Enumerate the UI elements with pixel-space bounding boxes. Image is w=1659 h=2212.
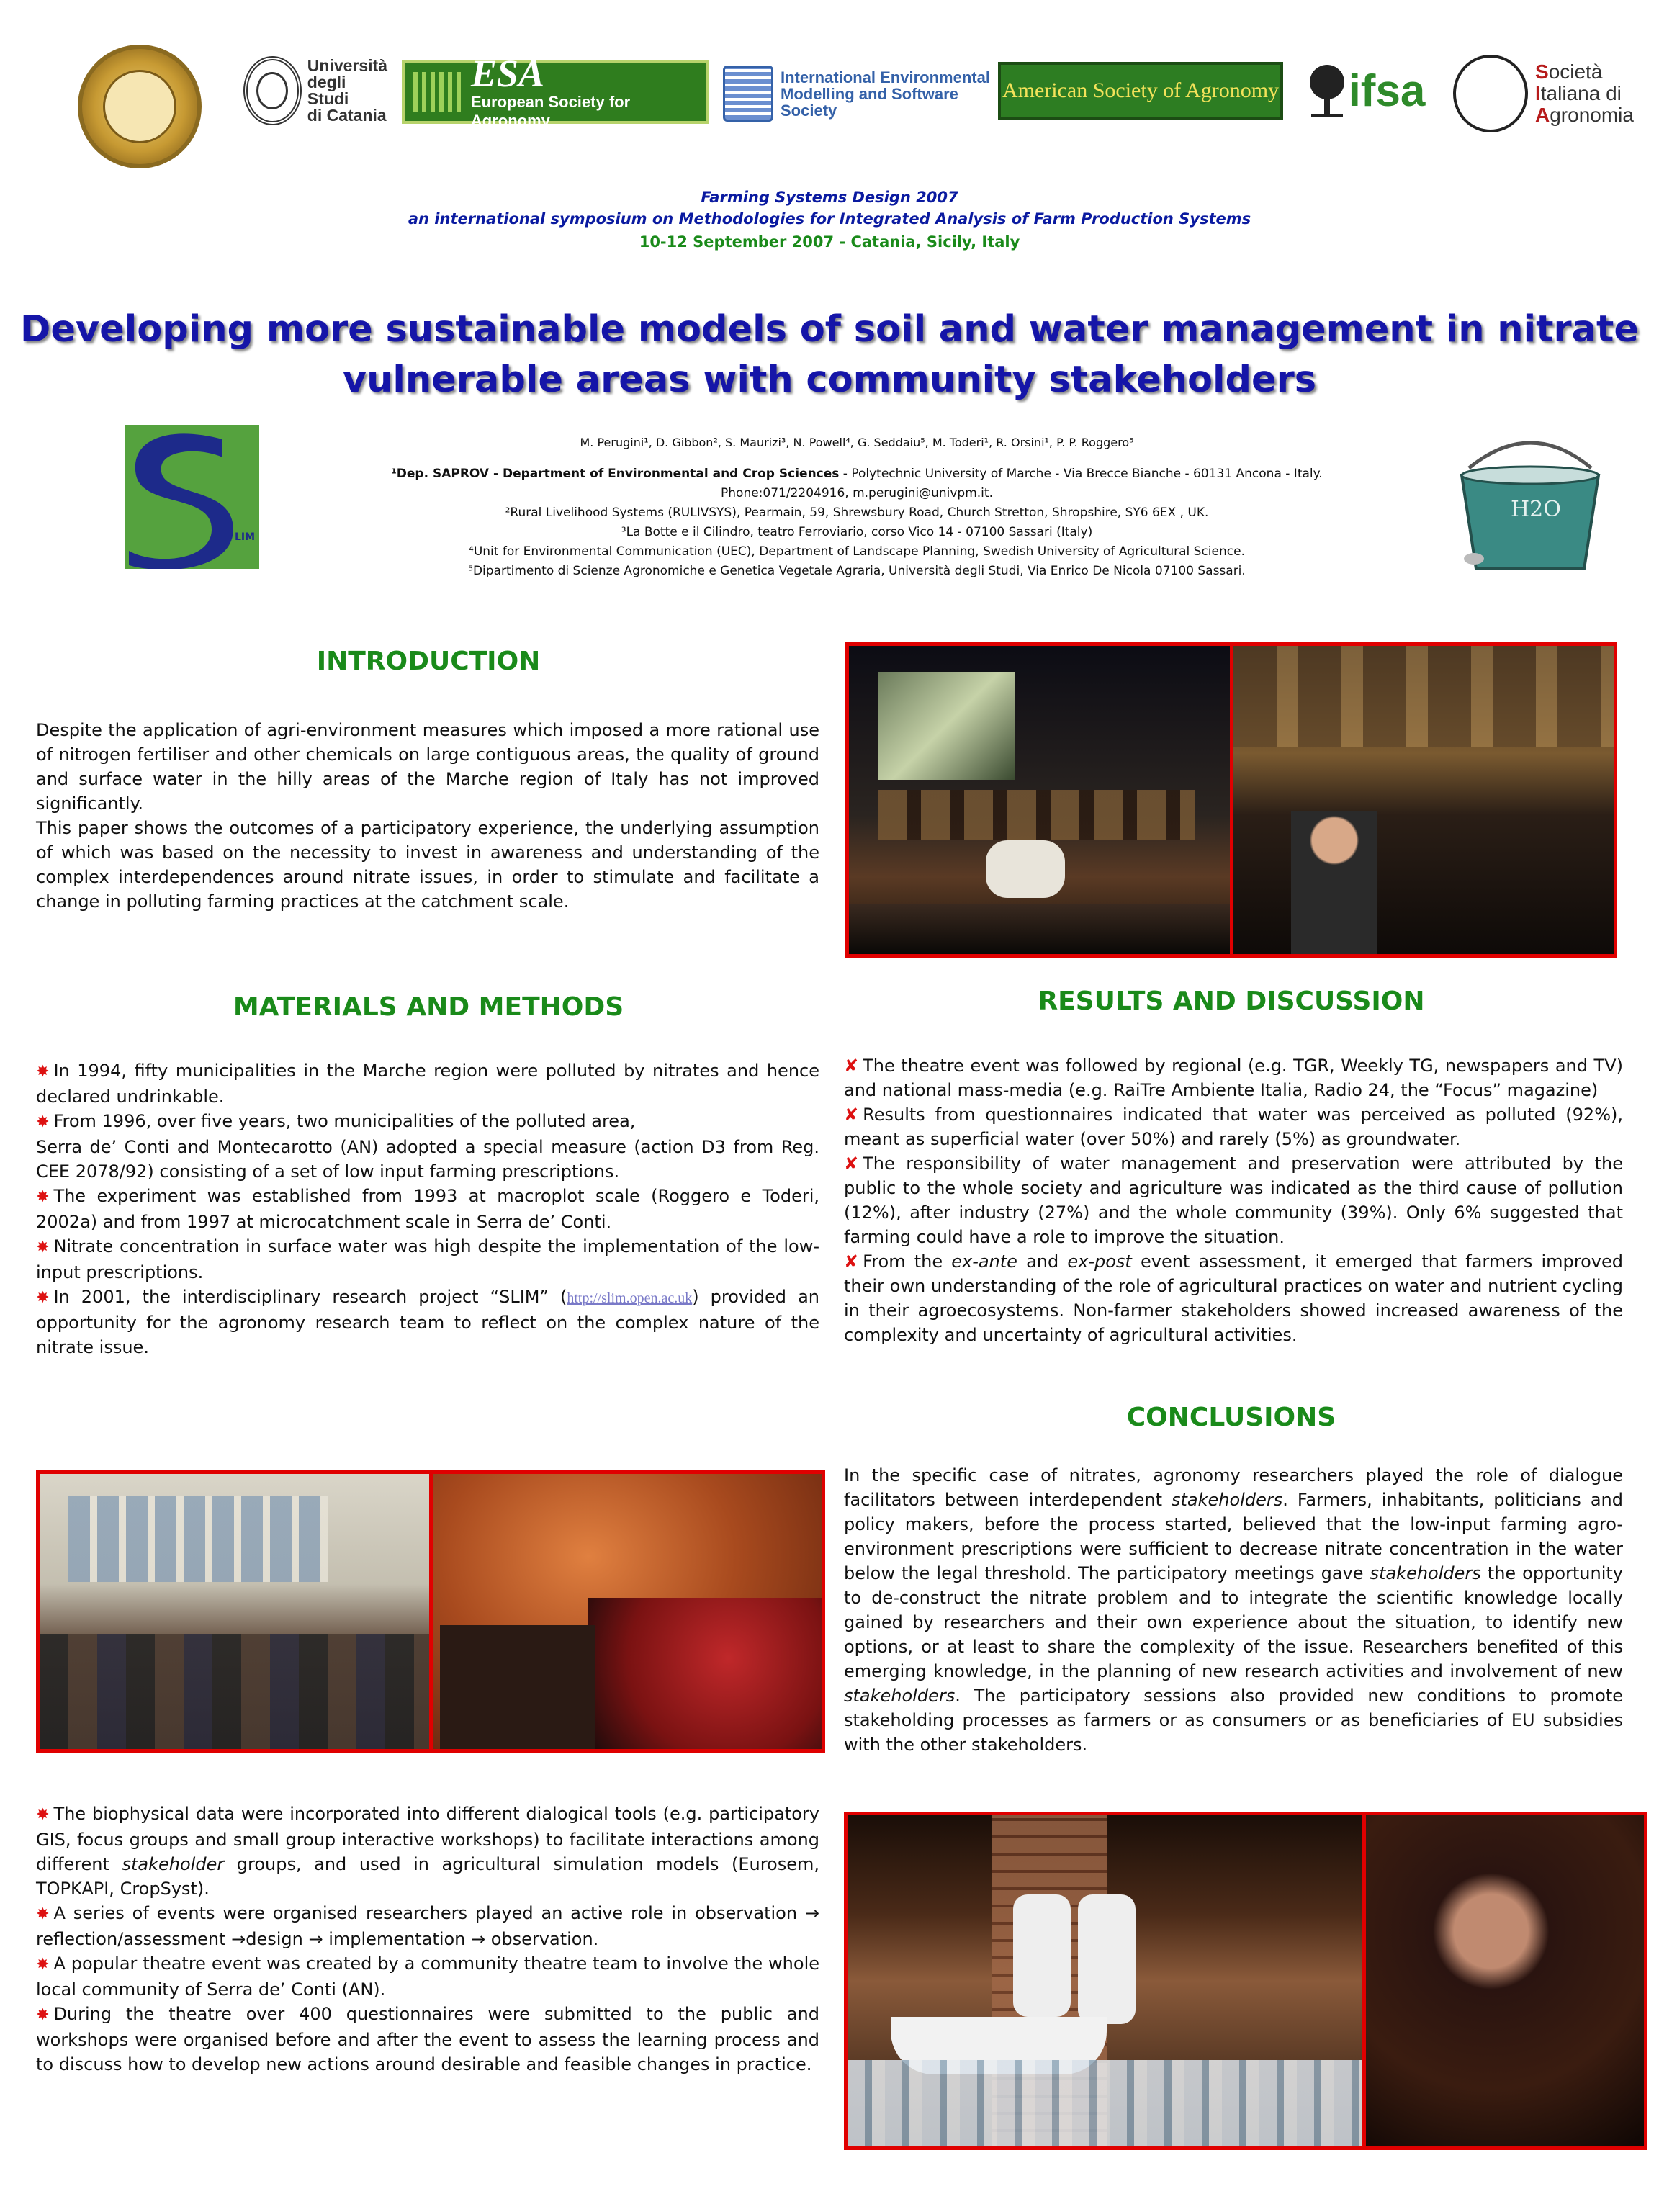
sia-initial-1: S — [1535, 60, 1549, 83]
affiliation-4: ⁴Unit for Environmental Communication (UEC), Department of Landscape Planning, Swedish University of Agricultural Science. — [469, 544, 1245, 559]
results-item-2-text: Results from questionnaires indicated that water was perceived as polluted (92%), meant as superficial water (over 50%) and rarely (5%) as groundwater. — [844, 1105, 1623, 1149]
bullet-icon: ✸ — [36, 1188, 50, 1206]
sia-line-3: gronomia — [1550, 104, 1634, 126]
results-heading: RESULTS AND DISCUSSION — [1038, 986, 1425, 1016]
stone-wall-photo — [429, 1474, 822, 1749]
methods-heading: MATERIALS AND METHODS — [233, 992, 624, 1022]
bullet-icon: ✸ — [36, 2006, 50, 2024]
results-item-4-text-c: event assessment, it emerged that farmers improved their own understanding of the role of agricultural practices on water and nutrient cycling in their agroecosystems. Non-farmer stakeholders showed increased awareness of the complexity and uncertainty of agricultural activities. — [844, 1251, 1624, 1345]
introduction-heading: INTRODUCTION — [316, 647, 541, 676]
h2o-bucket-image — [1455, 425, 1607, 576]
esa-acronym: ESA — [470, 52, 544, 95]
conclusions-text-2: . Farmers, inhabitants, politicians and policy makers, before the process started, believed that the low-input farming agro-environment prescriptions were sufficient to decrease nitrate concentration in the water below the legal threshold. The participatory meetings gave — [844, 1490, 1624, 1583]
methods-bullet-2 — [36, 1109, 819, 1184]
sia-line-2: taliana di — [1540, 82, 1622, 104]
methods-bullet-6 — [36, 1802, 819, 1901]
catania-line-2: degli Studi — [307, 73, 349, 108]
methods-bullet-2-text-b: Serra de’ Conti and Montecarotto (AN) adopted a special measure (action D3 from Reg. CEE 2078/92) consisting of a set of low input farming prescriptions. — [36, 1137, 819, 1182]
methods-body-continued — [36, 1802, 819, 2077]
actress-singing-photo — [1362, 1815, 1644, 2146]
title-line-2: vulnerable areas with community stakeholders — [342, 359, 1317, 401]
title-line-1: Developing more sustainable models of soil and water management in nitrate — [19, 308, 1639, 351]
x-bullet-icon: ✘ — [844, 1105, 859, 1125]
conference-name: Farming Systems Design 2007 — [701, 189, 958, 206]
conclusions-text-4: . The participatory sessions also provided new conditions to promote stakeholding processes as farmers or as consumers or as beneficiaries of EU subsidies with the other stakeholders. — [844, 1686, 1623, 1755]
methods-bullet-8 — [36, 1951, 819, 2002]
bullet-icon: ✸ — [36, 1956, 50, 1974]
sia-line-1: ocietà — [1548, 60, 1603, 83]
asa-logo — [998, 62, 1283, 120]
theatre-event-photos — [845, 642, 1617, 958]
ifsa-name: ifsa — [1348, 66, 1426, 116]
methods-bullet-6-text-a: The biophysical data were incorporated into different dialogical tools (e.g. participatory GIS, focus groups and small group interactive workshops) to facilitate interactions among different — [36, 1804, 819, 1874]
affiliation-3: ³La Botte e il Cilindro, teatro Ferroviario, corso Vico 14 - 07100 Sassari (Italy) — [621, 525, 1093, 539]
conclusions-body — [844, 1463, 1623, 1757]
esa-name: European Society for Agronomy — [470, 93, 631, 130]
theatre-crowd-photo — [1230, 646, 1614, 954]
results-item-3 — [844, 1151, 1623, 1249]
catania-line-3: di Catania — [307, 106, 387, 125]
bullet-icon: ✸ — [36, 1238, 50, 1256]
iemss-line-1: International Environmental — [781, 68, 990, 86]
affiliation-1-address: - Polytechnic University of Marche - Via Brecce Bianche - 60131 Ancona - Italy. — [839, 467, 1323, 481]
conclusions-emphasis-1: stakeholders — [1172, 1490, 1283, 1510]
results-item-4-text-b: and — [1017, 1251, 1068, 1272]
sia-initial-3: A — [1535, 104, 1550, 126]
x-bullet-icon: ✘ — [844, 1251, 859, 1272]
iemss-logo — [723, 60, 997, 127]
methods-bullet-7 — [36, 1901, 819, 1951]
methods-bullet-1 — [36, 1058, 819, 1109]
sia-emblem-icon — [1453, 55, 1528, 132]
bullet-icon: ✸ — [36, 1289, 50, 1307]
theatre-performance-photos — [844, 1812, 1647, 2150]
catania-logo — [243, 58, 387, 124]
results-item-4 — [844, 1249, 1623, 1347]
asa-name: American Society of Agronomy — [1002, 78, 1280, 102]
methods-bullet-5-text-b: ) provided an opportunity for the agronomy research team to reflect on the complex nature of the nitrate issue. — [36, 1287, 820, 1357]
introduction-body — [36, 718, 819, 914]
bathtub-scene-photo — [848, 1815, 1362, 2146]
bullet-icon: ✸ — [36, 1905, 50, 1923]
univpm-seal-logo — [78, 45, 202, 168]
results-item-4-text-a: From the — [863, 1251, 952, 1272]
catania-line-1: Università — [307, 56, 387, 75]
affiliation-1 — [259, 464, 1455, 484]
slim-project-link[interactable]: http://slim.open.ac.uk — [567, 1290, 693, 1306]
results-body — [844, 1053, 1623, 1347]
conclusions-text-1: In the specific case of nitrates, agronomy researchers played the role of dialogue facilitators between interdependent — [844, 1465, 1623, 1510]
h2o-label: H2O — [1511, 497, 1561, 522]
methods-bullet-3-text: The experiment was established from 1993 at macroplot scale (Roggero e Toderi, 2002a) and from 1997 at microcatchment scale in Serra de’ Conti. — [36, 1186, 819, 1232]
esa-logo — [402, 52, 709, 130]
methods-body — [36, 1058, 819, 1359]
results-item-4-ex-ante: ex-ante — [951, 1251, 1017, 1272]
methods-bullet-8-text: A popular theatre event was created by a community theatre team to involve the whole local community of Serra de’ Conti (AN). — [36, 1954, 819, 2000]
results-item-1 — [844, 1053, 1623, 1102]
methods-bullet-1-text: In 1994, fifty municipalities in the Marche region were polluted by nitrates and hence declared undrinkable. — [36, 1061, 819, 1107]
iemss-globe-icon — [723, 66, 773, 122]
workshop-photo — [40, 1474, 429, 1749]
results-item-2 — [844, 1102, 1623, 1151]
workshop-photos — [36, 1470, 825, 1753]
slim-label: LIM — [234, 531, 255, 543]
results-item-3-text: The responsibility of water management and preservation were attributed by the public to the whole society and agriculture was indicated as the third cause of pollution (12%), after industry (27%) and the whole community (39%). Only 6% suggested that farming could have a role to improve the situation. — [844, 1154, 1623, 1247]
conclusions-heading: CONCLUSIONS — [1126, 1403, 1336, 1432]
conclusions-text-3: the opportunity to de-construct the nitrate problem and to integrate the scientific knowledge locally gained by researchers and their own experience about the situation, to identify new options, or at least to share the complexity of the issue. Researchers benefited of this emerging knowledge, in the planning of new research activities and involvement of new — [844, 1563, 1624, 1681]
affiliations — [259, 464, 1455, 581]
x-bullet-icon: ✘ — [844, 1154, 859, 1174]
introduction-paragraph-1: Despite the application of agri-environment measures which imposed a more rational use of nitrogen fertiliser and other chemicals on large contiguous areas, the quality of ground and surface water in the hilly areas of the Marche region of Italy has not improved significantly. — [36, 720, 819, 814]
iemss-line-2: Modelling and Software — [781, 84, 958, 103]
results-item-4-ex-post: ex-post — [1067, 1251, 1132, 1272]
poster-title — [14, 305, 1645, 405]
affiliation-2: ²Rural Livelihood Systems (RULIVSYS), Pearmain, 59, Shrewsbury Road, Church Stretton, Shropshire, SY6 6EX , UK. — [505, 505, 1209, 520]
bullet-icon: ✸ — [36, 1113, 50, 1131]
introduction-paragraph-2: This paper shows the outcomes of a participatory experience, the underlying assumption of which was based on the necessity to invest in awareness and understanding of the complex interdependences around nitrate issues, in order to stimulate and facilitate a change in polluting farming practices at the catchment scale. — [36, 818, 819, 912]
conference-subtitle: an international symposium on Methodologies for Integrated Analysis of Farm Production Systems — [408, 210, 1251, 228]
conclusions-emphasis-3: stakeholders — [844, 1686, 956, 1706]
conference-date-place: 10-12 September 2007 - Catania, Sicily, Italy — [639, 233, 1020, 251]
methods-bullet-6-text-b: groups, and used in agricultural simulation models (Eurosem, TOPKAPI, CropSyst). — [36, 1854, 819, 1899]
bullet-icon: ✸ — [36, 1063, 50, 1081]
conclusions-emphasis-2: stakeholders — [1370, 1563, 1481, 1583]
methods-bullet-6-emphasis: stakeholder — [122, 1854, 225, 1874]
affiliation-phone: Phone:071/2204916, m.perugini@univpm.it. — [721, 486, 993, 500]
methods-bullet-9-text: During the theatre over 400 questionnaires were submitted to the public and workshops were organised before and after the event to assess the learning process and to discuss how to develop new actions around desirable and feasible changes in practice. — [36, 2004, 819, 2074]
sia-logo — [1453, 52, 1655, 135]
tree-icon — [1305, 62, 1349, 120]
methods-bullet-9 — [36, 2002, 819, 2077]
authors-line: M. Perugini¹, D. Gibbon², S. Maurizi³, N. Powell⁴, G. Seddaiu⁵, M. Toderi¹, R. Orsini¹, P. P. Roggero⁵ — [580, 436, 1134, 449]
slim-s-icon — [125, 425, 233, 569]
x-bullet-icon: ✘ — [844, 1056, 859, 1076]
results-item-1-text: The theatre event was followed by regional (e.g. TGR, Weekly TG, newspapers and TV) and national mass-media (e.g. RaiTre Ambiente Italia, Radio 24, the “Focus” magazine) — [844, 1056, 1623, 1100]
theatre-oxen-photo — [849, 646, 1230, 954]
methods-bullet-4-text: Nitrate concentration in surface water was high despite the implementation of the low-input prescriptions. — [36, 1236, 819, 1282]
bullet-icon: ✸ — [36, 1806, 50, 1824]
methods-bullet-7-text: A series of events were organised researchers played an active role in observation → reflection/assessment →design → implementation → observation. — [36, 1903, 819, 1949]
methods-bullet-2-text-a: From 1996, over five years, two municipalities of the polluted area, — [53, 1111, 636, 1131]
sia-initial-2: I — [1535, 82, 1541, 104]
slim-logo — [125, 425, 259, 569]
methods-bullet-4 — [36, 1234, 819, 1285]
ifsa-logo — [1293, 56, 1437, 125]
iemss-line-3: Society — [781, 101, 837, 120]
affiliation-1-dept: ¹Dep. SAPROV - Department of Environmental and Crop Sciences — [391, 467, 840, 481]
affiliation-5: ⁵Dipartimento di Scienze Agronomiche e Genetica Vegetale Agraria, Università degli Studi, Via Enrico De Nicola 07100 Sassari. — [468, 564, 1246, 578]
methods-bullet-5-text-a: In 2001, the interdisciplinary research project “SLIM” ( — [53, 1287, 567, 1307]
methods-bullet-3 — [36, 1184, 819, 1234]
methods-bullet-5 — [36, 1285, 819, 1359]
